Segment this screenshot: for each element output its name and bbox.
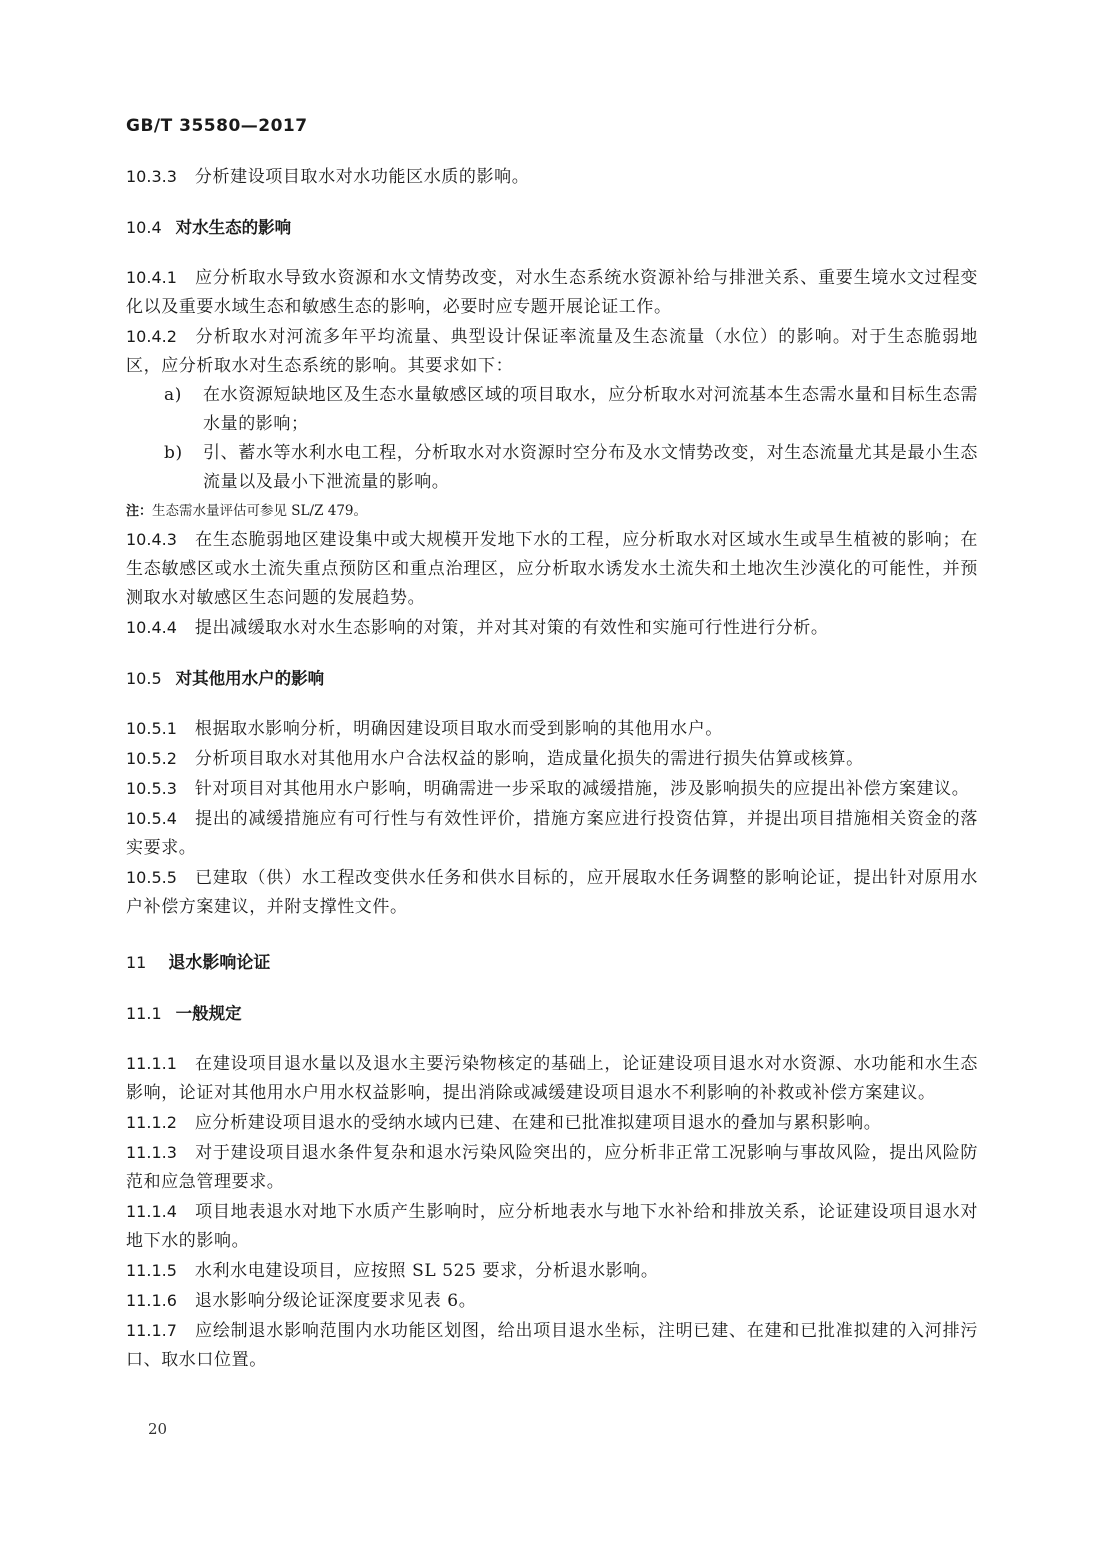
clause-number: 10.5.2 [126, 749, 177, 768]
clause-10-3-3 [126, 162, 978, 192]
list-item-b [126, 439, 978, 497]
clause-number: 11.1.4 [126, 1202, 177, 1221]
clause-text: 水利水电建设项目，应按照 SL 525 要求，分析退水影响。 [194, 1261, 659, 1281]
list-marker: b) [164, 443, 183, 463]
clause-text: 项目地表退水对地下水质产生影响时，应分析地表水与地下水补给和排放关系，论证建设项目退水对地下水的影响。 [126, 1202, 978, 1251]
clause-text: 在生态脆弱地区建设集中或大规模开发地下水的工程，应分析取水对区域水生或旱生植被的影响；在生态敏感区或水土流失重点预防区和重点治理区，应分析取水诱发水土流失和土地次生沙漠化的可能性，并预测取水对敏感区生态问题的发展趋势。 [126, 530, 978, 608]
clause-10-4-4 [126, 613, 978, 643]
clause-11-1-4 [126, 1197, 978, 1256]
chapter-title: 退水影响论证 [168, 953, 271, 973]
document-body [126, 162, 978, 1375]
clause-11-1-2 [126, 1108, 978, 1138]
section-heading-10-5 [126, 664, 978, 693]
clause-text: 退水影响分级论证深度要求见表 6。 [194, 1291, 477, 1311]
clause-number: 10.4.3 [126, 530, 177, 549]
clause-text: 提出的减缓措施应有可行性与有效性评价，措施方案应进行投资估算，并提出项目措施相关资金的落实要求。 [126, 809, 978, 858]
list-item-text: 引、蓄水等水利水电工程，分析取水对水资源时空分布及水文情势改变，对生态流量尤其是最小生态流量以及最小下泄流量的影响。 [203, 443, 978, 492]
clause-text: 应分析建设项目退水的受纳水域内已建、在建和已批准拟建项目退水的叠加与累积影响。 [194, 1113, 882, 1133]
clause-text: 已建取（供）水工程改变供水任务和供水目标的，应开展取水任务调整的影响论证，提出针对原用水户补偿方案建议，并附支撑性文件。 [126, 868, 978, 917]
list-marker: a) [164, 385, 182, 405]
clause-text: 针对项目对其他用水户影响，明确需进一步采取的减缓措施，涉及影响损失的应提出补偿方案建议。 [194, 779, 970, 799]
clause-10-5-5 [126, 863, 978, 922]
page-number: 20 [148, 1420, 168, 1438]
clause-number: 11.1.2 [126, 1113, 177, 1132]
clause-text: 在建设项目退水量以及退水主要污染物核定的基础上，论证建设项目退水对水资源、水功能和水生态影响，论证对其他用水户用水权益影响，提出消除或减缓建设项目退水不利影响的补救或补偿方案建议。 [126, 1054, 978, 1103]
section-number: 10.4 [126, 218, 162, 237]
clause-11-1-3 [126, 1138, 978, 1197]
clause-text: 分析项目取水对其他用水户合法权益的影响，造成量化损失的需进行损失估算或核算。 [194, 749, 864, 769]
section-title: 对水生态的影响 [175, 218, 292, 237]
clause-11-1-1 [126, 1049, 978, 1108]
clause-text: 提出减缓取水对水生态影响的对策，并对其对策的有效性和实施可行性进行分析。 [194, 618, 829, 638]
clause-text: 分析建设项目取水对水功能区水质的影响。 [194, 167, 530, 187]
clause-10-5-1 [126, 714, 978, 744]
clause-10-4-1 [126, 263, 978, 322]
clause-number: 10.5.1 [126, 719, 177, 738]
standard-code-header: GB/T 35580—2017 [126, 116, 308, 136]
clause-number: 10.5.3 [126, 779, 177, 798]
section-number: 11.1 [126, 1004, 162, 1023]
clause-number: 11.1.5 [126, 1261, 177, 1280]
clause-text: 对于建设项目退水条件复杂和退水污染风险突出的，应分析非正常工况影响与事故风险，提出风险防范和应急管理要求。 [126, 1143, 978, 1192]
clause-10-5-4 [126, 804, 978, 863]
clause-text: 根据取水影响分析，明确因建设项目取水而受到影响的其他用水户。 [194, 719, 723, 739]
clause-text: 应绘制退水影响范围内水功能区划图，给出项目退水坐标，注明已建、在建和已批准拟建的入河排污口、取水口位置。 [126, 1321, 978, 1370]
chapter-heading-11 [126, 948, 978, 978]
clause-text: 分析取水对河流多年平均流量、典型设计保证率流量及生态流量（水位）的影响。对于生态脆弱地区，应分析取水对生态系统的影响。其要求如下： [126, 327, 978, 376]
clause-number: 10.4.2 [126, 327, 177, 346]
section-number: 10.5 [126, 669, 162, 688]
chapter-number: 11 [126, 953, 147, 972]
clause-number: 10.4.4 [126, 618, 177, 637]
list-item-text: 在水资源短缺地区及生态水量敏感区域的项目取水，应分析取水对河流基本生态需水量和目标生态需水量的影响； [203, 385, 978, 434]
note-text: 生态需水量评估可参见 SL/Z 479。 [152, 503, 368, 519]
section-title: 对其他用水户的影响 [175, 669, 325, 688]
clause-number: 11.1.1 [126, 1054, 177, 1073]
clause-number: 11.1.7 [126, 1321, 177, 1340]
clause-10-5-3 [126, 774, 978, 804]
section-heading-10-4 [126, 213, 978, 242]
clause-11-1-6 [126, 1286, 978, 1316]
clause-number: 10.5.5 [126, 868, 177, 887]
clause-number: 11.1.6 [126, 1291, 177, 1310]
note-label: 注： [126, 504, 153, 519]
list-item-a [126, 381, 978, 439]
clause-number: 10.5.4 [126, 809, 177, 828]
clause-11-1-7 [126, 1316, 978, 1375]
note [126, 498, 978, 525]
clause-10-4-2 [126, 322, 978, 381]
section-title: 一般规定 [175, 1004, 242, 1023]
clause-11-1-5 [126, 1256, 978, 1286]
clause-10-5-2 [126, 744, 978, 774]
clause-10-4-3 [126, 525, 978, 613]
clause-number: 10.3.3 [126, 167, 177, 186]
section-heading-11-1 [126, 999, 978, 1028]
clause-number: 11.1.3 [126, 1143, 177, 1162]
clause-text: 应分析取水导致水资源和水文情势改变，对水生态系统水资源补给与排泄关系、重要生境水文过程变化以及重要水域生态和敏感生态的影响，必要时应专题开展论证工作。 [126, 268, 978, 317]
clause-number: 10.4.1 [126, 268, 177, 287]
